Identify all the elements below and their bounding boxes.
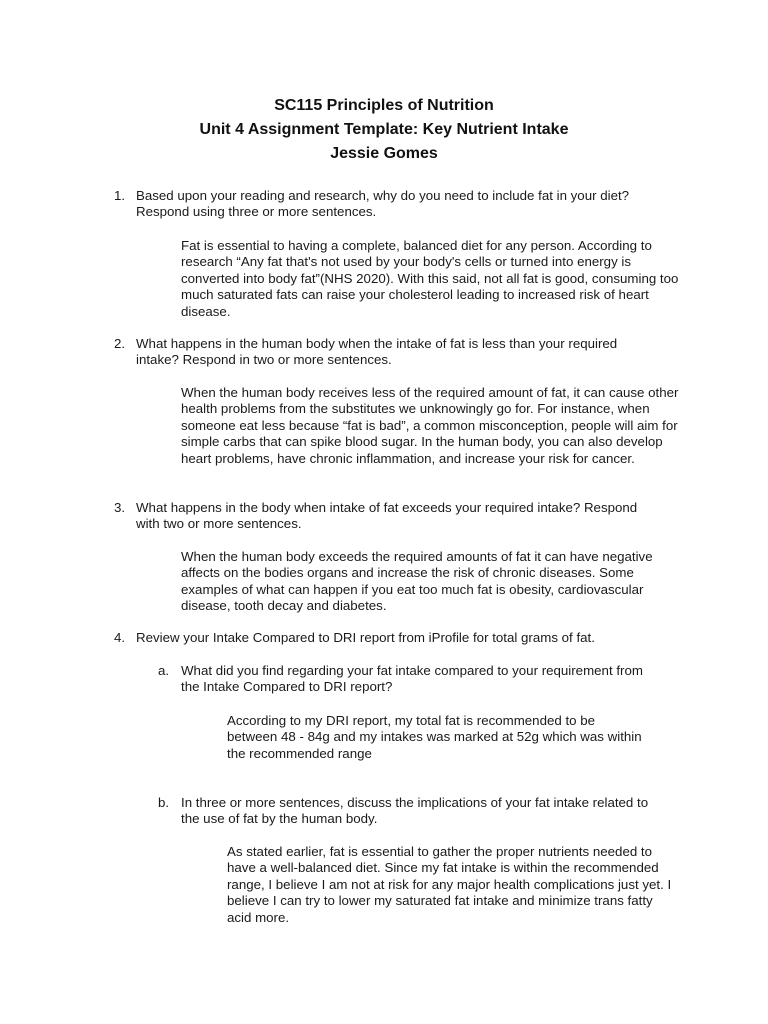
question-number: 4. (114, 630, 126, 645)
answer-3: When the human body exceeds the required amounts of fat it can have negative affects on the bodies organs and increase the risk of chronic diseases. Some examples of what can happen if you eat too much fat is obesity, cardiovascular disease, tooth decay and diabetes. (181, 549, 653, 614)
answer-1: Fat is essential to having a complete, balanced diet for any person. According to research “Any fat that's not used by your body's cells or turned into energy is converted into body fat”(NHS 2020). With this said, not all fat is good, consuming too much saturated fats can raise your cholesterol leading to increased risk of heart disease. (181, 238, 679, 319)
question-text: Review your Intake Compared to DRI report from iProfile for total grams of fat. (136, 630, 595, 645)
question-text: What happens in the human body when the intake of fat is less than your required intake? Respond in two or more sentences. (136, 336, 618, 368)
subquestion-text: What did you find regarding your fat intake compared to your requirement from the Intake Compared to DRI report? (181, 663, 643, 695)
question-number: 3. (114, 500, 126, 515)
document-header (0, 94, 768, 166)
student-name: Jessie Gomes (330, 145, 438, 162)
question-number: 2. (114, 336, 126, 351)
course-title: SC115 Principles of Nutrition (274, 97, 494, 114)
answer-4b: As stated earlier, fat is essential to gather the proper nutrients needed to have a well-balanced diet. Since my fat intake is within the recommended range, I believe I am not at risk for any major health complications just yet. I believe I can try to lower my saturated fat intake and minimize trans fatty acid more. (227, 844, 672, 925)
answer-2: When the human body receives less of the required amount of fat, it can cause other health problems from the substitutes we unknowingly go for. For instance, when someone eat less because “fat is bad”, a common misconception, people will aim for simple carbs that can spike blood sugar. In the human body, you can also develop heart problems, have chronic inflammation, and increase your risk for cancer. (181, 385, 679, 466)
subquestion-letter: b. (158, 795, 170, 810)
answer-4a: According to my DRI report, my total fat is recommended to be between 48 - 84g and my intakes was marked at 52g which was within the recommended range (227, 713, 642, 761)
subquestion-text: In three or more sentences, discuss the implications of your fat intake related to the use of fat by the human body. (181, 795, 649, 827)
question-number: 1. (114, 188, 126, 203)
question-text: What happens in the body when intake of fat exceeds your required intake? Respond with two or more sentences. (136, 500, 638, 532)
assignment-title: Unit 4 Assignment Template: Key Nutrient Intake (199, 121, 569, 138)
subquestion-letter: a. (158, 663, 170, 678)
question-text: Based upon your reading and research, why do you need to include fat in your diet? Respond using three or more sentences. (136, 188, 630, 220)
